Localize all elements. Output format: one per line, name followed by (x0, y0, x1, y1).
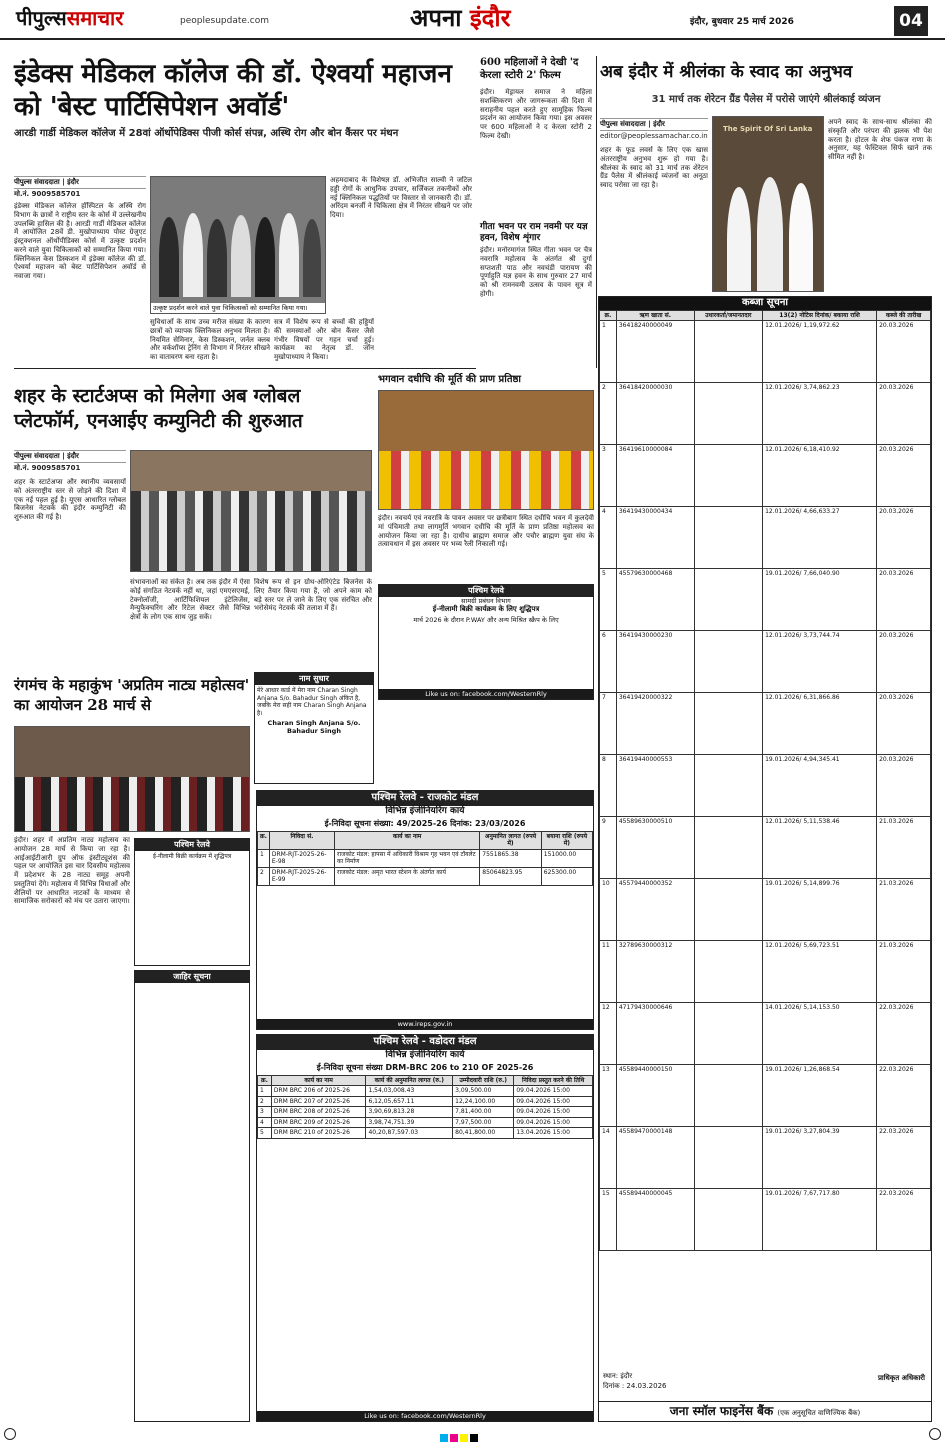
public-notice (134, 970, 250, 1422)
table-cell: 12.01.2026/ 3,74,862.23 (763, 383, 877, 445)
table-cell: 21.03.2026 (877, 941, 931, 1003)
table-cell: 22.03.2026 (877, 1127, 931, 1189)
table-row (258, 1117, 593, 1128)
western-railway-auction-notice (378, 584, 594, 700)
table-cell (694, 1189, 762, 1251)
vadodara-table (257, 1075, 593, 1139)
table-cell: 7551865.38 (480, 849, 542, 867)
table-cell (694, 1003, 762, 1065)
table-cell: 1 (258, 1086, 272, 1097)
table-cell: 1,54,03,008.43 (366, 1086, 453, 1097)
table-cell: 12.01.2026/ 1,19,972.62 (763, 321, 877, 383)
table-row (600, 569, 931, 631)
story6-body: इंदौर। शहर में अप्रतिम नाट्य महोत्सव का आयोजन 28 मार्च से किया जा रहा है। आईआईटीआरी ग्रुप ऑफ इंस्टीट्यूशंस की पहल पर आयोजित इस चार दिवसीय महोत्सव में प्रदेशभर के 28 नाट्य समूह अपनी प्रस्तुतियां देंगे। महोत्सव में विभिन्न विधाओं और शैलियों पर आधारित नाटकों के माध्यम से सामाजिक सरोकारों को मंच पर उतारा जाएगा। (14, 836, 130, 906)
website-url[interactable]: peoplesupdate.com (180, 16, 269, 26)
story4-body-1: शहर के स्टार्टअप्स और स्थानीय व्यवसायों को अंतरराष्ट्रीय स्तर से जोड़ने की दिशा में एक नई पहल हुई है। यूएस आधारित ग्लोबल बिजनेस नेटवर्क की इंदौर कम्युनिटी की शुरुआत की गई है। (14, 478, 126, 521)
story3-body-2: अपने स्वाद के साथ-साथ श्रीलंका की संस्कृति और परंपरा की झलक भी पेश करता है। होटल के शेफ पंकज राणा के अनुसार, यह फेस्टिवल सिर्फ खाने तक सीमित नहीं है। (828, 118, 932, 161)
table-cell: 2 (258, 867, 270, 885)
table-cell: 20.03.2026 (877, 631, 931, 693)
table-cell (694, 1127, 762, 1189)
table-row (600, 445, 931, 507)
rajkot-col: अनुमानित लागत (रुपये में) (480, 831, 542, 849)
table-cell: 09.04.2026 15:00 (514, 1117, 593, 1128)
table-cell: 5 (258, 1128, 272, 1139)
story4-body-2: संभावनाओं का संकेत है। अब तक इंदौर में ऐसा कोई संगठित नेटवर्क नहीं था, जहां एमएसएमई, टेक्नोलॉजी, आर्टिफिशियल इंटेलिजेंस, मैन्युफैक्चरिंग और रिटेल सेक्टर जैसे विभिन्न क्षेत्रों के लोग एक साथ जुड़ सकें। (130, 578, 250, 621)
table-cell: राजकोट मंडल: अमृत भारत स्टेशन के अंतर्गत कार्य (335, 867, 480, 885)
table-cell (694, 1065, 762, 1127)
notice-sub: सामग्री प्रबंधन विभाग (461, 597, 511, 605)
possession-col: उधारकर्ता/जमानतदार (694, 310, 762, 321)
story1-subhead: आरडी गार्डी मेडिकल कॉलेज में 28वां ऑर्थोपेडिक्स पीजी कोर्स संपन्न, अस्थि रोग और बोन कैंसर पर मंथन (14, 128, 399, 139)
possession-table (599, 310, 931, 1252)
vadodara-tender-notice (256, 1034, 594, 1422)
story1-photo-caption: उत्कृष्ट प्रदर्शन करने वाले युवा चिकित्सकों को सम्मानित किया गया। (151, 303, 325, 313)
authorized-officer: प्राधिकृत अधिकारी (877, 1374, 925, 1383)
story5-headline: भगवान दधीचि की मूर्ति की प्राण प्रतिष्ठा (378, 374, 522, 385)
table-row (258, 867, 593, 885)
vadodara-col: कार्य का नाम (271, 1075, 366, 1086)
table-cell: DRM BRC 208 of 2025-26 (271, 1107, 366, 1118)
table-cell: 21.03.2026 (877, 879, 931, 941)
table-cell: 09.04.2026 15:00 (514, 1096, 593, 1107)
table-cell (694, 569, 762, 631)
table-cell: 6 (600, 631, 617, 693)
table-cell (694, 817, 762, 879)
story4-byline: पीपुल्स संवाददाता | इंदौर (14, 450, 126, 463)
story1-headline: इंडेक्स मेडिकल कॉलेज की डॉ. ऐश्वर्या महाजन को 'बेस्ट पार्टिसिपेशन अवॉर्ड' (14, 59, 452, 122)
table-cell: 12.01.2026/ 5,11,538.46 (763, 817, 877, 879)
table-cell: 32789630000312 (616, 941, 694, 1003)
bank-name: जना स्मॉल फाइनेंस बैंक (एक अनुसूचित वाणिज्यिक बैंक) (599, 1401, 931, 1421)
name-correction-notice (254, 672, 374, 784)
table-row (600, 631, 931, 693)
story2-body: इंदौर। मेड्रायल समाज ने महिला सशक्तिकरण और जागरूकता की दिशा में सराहनीय पहल करते हुए सामूहिक फिल्म प्रदर्शन का आयोजन किया गया। इस अवसर पर 600 महिलाओं ने द केरला स्टोरी 2 फिल्म देखी। (480, 88, 592, 140)
table-cell: 36419430000434 (616, 507, 694, 569)
table-cell: 3,90,69,813.28 (366, 1107, 453, 1118)
table-row (600, 1189, 931, 1251)
rajkot-col: क्र. (258, 831, 270, 849)
rajkot-col: निविदा सं. (269, 831, 334, 849)
possession-notice-title: कब्जा सूचना (599, 297, 931, 310)
table-cell (694, 445, 762, 507)
possession-col: कब्जे की तारीख (877, 310, 931, 321)
table-cell: DRM BRC 209 of 2025-26 (271, 1117, 366, 1128)
table-cell: 12.01.2026/ 4,66,633.27 (763, 507, 877, 569)
table-cell: 45589440000045 (616, 1189, 694, 1251)
vadodara-col: कार्य की अनुमानित लागत (रु.) (366, 1075, 453, 1086)
rajkot-col: कार्य का नाम (335, 831, 480, 849)
table-cell: 5 (600, 569, 617, 631)
story4-headline: शहर के स्टार्टअप्स को मिलेगा अब ग्लोबल प्लेटफॉर्म, एनआईए कम्युनिटी की शुरुआत (14, 385, 303, 432)
newspaper-logo: पीपुल्ससमाचार (16, 6, 124, 30)
rajkot-website[interactable]: www.ireps.gov.in (257, 1019, 593, 1029)
table-cell: 19.01.2026/ 3,27,804.39 (763, 1127, 877, 1189)
table-row (258, 1086, 593, 1097)
registration-mark (929, 1428, 941, 1440)
table-cell: 14.01.2026/ 5,14,153.50 (763, 1003, 877, 1065)
table-cell (694, 879, 762, 941)
notice-head: पश्चिम रेलवे (379, 585, 593, 597)
table-row (600, 1003, 931, 1065)
table-cell: राजकोट मंडल: हापसा में अधिकारी विश्राम गृह भवन एवं टॉयलेट का निर्माण (335, 849, 480, 867)
rajkot-tender-notice (256, 790, 594, 1030)
table-cell: 36418240000049 (616, 321, 694, 383)
table-cell: 14 (600, 1127, 617, 1189)
table-cell: DRM BRC 210 of 2025-26 (271, 1128, 366, 1139)
table-cell: 6,12,05,657.11 (366, 1096, 453, 1107)
possession-col: ऋण खाता सं. (616, 310, 694, 321)
award-group-photo (150, 176, 326, 314)
table-cell: 09.04.2026 15:00 (514, 1107, 593, 1118)
table-cell: 36419610000084 (616, 445, 694, 507)
story1-mobile: मो.नं. 9009585701 (14, 190, 81, 198)
table-row (600, 383, 931, 445)
notice-title: ई-नीलामी बिक्री कार्यक्रम के लिए शुद्धिपत्र (432, 605, 540, 614)
srilanka-chef-photo (712, 116, 824, 292)
table-row (258, 1128, 593, 1139)
table-cell: 15 (600, 1189, 617, 1251)
dateline: इंदौर, बुधवार 25 मार्च 2026 (690, 17, 794, 27)
table-cell: 22.03.2026 (877, 1065, 931, 1127)
story3-headline: अब इंदौर में श्रीलंका के स्वाद का अनुभव (600, 62, 853, 82)
table-cell: 12,24,100.00 (453, 1096, 514, 1107)
possession-col: 13(2) नोटिस दिनांक/ बकाया राशि (763, 310, 877, 321)
rajkot-head: पश्चिम रेलवे - राजकोट मंडल (257, 791, 593, 806)
table-cell: 40,20,87,597.03 (366, 1128, 453, 1139)
color-bar-yellow (460, 1434, 468, 1442)
table-cell: 2 (600, 383, 617, 445)
table-row (258, 1107, 593, 1118)
table-cell: 45579440000352 (616, 879, 694, 941)
table-cell: 19.01.2026/ 7,67,717.80 (763, 1189, 877, 1251)
table-row (600, 817, 931, 879)
table-cell: 45589470000148 (616, 1127, 694, 1189)
table-cell: 45589630000510 (616, 817, 694, 879)
possession-date: दिनांक : 24.03.2026 (603, 1382, 667, 1391)
table-row (600, 1065, 931, 1127)
table-cell: 20.03.2026 (877, 321, 931, 383)
table-cell (694, 693, 762, 755)
registration-mark (4, 1428, 16, 1440)
story4-body-3: विशेष रूप से इन ग्रोथ-ओरिएंटेड बिजनेस के लिए तैयार किया गया है, जो अपने काम को बड़े स्तर पर ले जाने के लिए एक संरचित और भरोसेमंद नेटवर्क की तलाश में हैं। (254, 578, 372, 613)
table-cell: 4 (600, 507, 617, 569)
table-cell (694, 755, 762, 817)
srilanka-banner: The Spirit Of Sri Lanka (723, 125, 813, 133)
table-cell: 7,97,500.00 (453, 1117, 514, 1128)
vadodara-head: पश्चिम रेलवे - वडोदरा मंडल (257, 1035, 593, 1050)
color-bar-cyan (440, 1434, 448, 1442)
table-cell: 20.03.2026 (877, 693, 931, 755)
table-cell: 22.03.2026 (877, 1189, 931, 1251)
table-row (258, 1096, 593, 1107)
name-correction-person: Charan Singh Anjana S/o. Bahadur Singh (267, 719, 361, 736)
table-cell: 12.01.2026/ 5,69,723.51 (763, 941, 877, 1003)
startup-group-photo (130, 450, 372, 572)
story5-body: इंदौर। नवचर्य एवं नवरात्रि के पावन अवसर पर छत्रीबाग स्थित दधीचि भवन में कुलदेवी मां पंचिमाती तथा लागमुर्ति भगवान दधीचि की मूर्ति के प्राण प्रतिष्ठा महोत्सव का आयोजन किया जा रहा है। दाधीच ब्राह्मण समाज और पचौर ब्राह्मण युवा संघ के तत्वावधान में इस अवसर पर भव्य रैली निकाली गई। (378, 514, 594, 549)
table-cell: 80,41,800.00 (453, 1128, 514, 1139)
table-cell: 10 (600, 879, 617, 941)
table-cell: 36418420000030 (616, 383, 694, 445)
table-cell: 13 (600, 1065, 617, 1127)
table-cell: 19.01.2026/ 4,94,345.41 (763, 755, 877, 817)
table-cell (694, 631, 762, 693)
public-notice-head: जाहिर सूचना (135, 971, 249, 983)
table-cell: 8 (600, 755, 617, 817)
story1-body-2: सुविधाओं के साथ उच्च मरीज संख्या के कारण छात्रों को व्यापक क्लिनिकल अनुभव मिलता है। नियमित सेमिनार, केस डिस्कशन, जर्नल क्लब और वर्कशॉप्स ट्रेनिंग से विभाग में निरंतर सीखने का वातावरण बना रहता है। (150, 318, 270, 361)
vadodara-sub: विभिन्न इंजीनियरिंग कार्य (385, 1049, 465, 1060)
table-cell: 3 (258, 1107, 272, 1118)
table-cell: 47179430000646 (616, 1003, 694, 1065)
table-cell: 12.01.2026/ 6,18,410.92 (763, 445, 877, 507)
table-cell: 3,09,500.00 (453, 1086, 514, 1097)
story3-body-1: शहर के फूड लवर्स के लिए एक खास अंतरराष्ट्रीय अनुभव शुरू हो गया है। श्रीलंका के स्वाद को 31 मार्च तक शेरेटन ग्रैंड पैलेस में श्रीलंकाई व्यंजनों का अनूठा स्वाद परोसा जा रहा है। (600, 146, 708, 189)
table-cell: 19.01.2026/ 1,26,868.54 (763, 1065, 877, 1127)
story3-email[interactable]: editor@peoplessamachar.co.in (600, 132, 708, 140)
table-cell: 7 (600, 693, 617, 755)
table-cell: 85064823.95 (480, 867, 542, 885)
table-cell: 1 (600, 321, 617, 383)
corrigendum-head: पश्चिम रेलवे (135, 839, 249, 851)
table-cell: 45589440000150 (616, 1065, 694, 1127)
section-title: अपना इंदौर (410, 3, 511, 32)
rajkot-sub: विभिन्न इंजीनियरिंग कार्य (385, 805, 465, 816)
story1-byline: पीपुल्स संवाददाता | इंदौर (14, 176, 146, 189)
story3-subhead: 31 मार्च तक शेरेटन ग्रैंड पैलेस में परोसे जाएंगे श्रीलंकाई व्यंजन (651, 94, 881, 105)
table-cell: 11 (600, 941, 617, 1003)
notice-text: मार्च 2026 के दौरान P.WAY और अन्य मिश्रित स्क्रैप के लिए (413, 615, 559, 624)
vadodara-notice-no: ई-निविदा सूचना संख्या DRM-BRC 206 to 210 OF 2025-26 (316, 1062, 534, 1072)
table-cell: 20.03.2026 (877, 383, 931, 445)
table-cell: 7,81,400.00 (453, 1107, 514, 1118)
table-cell: 12.01.2026/ 3,73,744.74 (763, 631, 877, 693)
story1-body-1: इंडेक्स मेडिकल कॉलेज हॉस्पिटल के अस्थि रोग विभाग के छात्रों ने राष्ट्रीय स्तर के कोर्स में उल्लेखनीय उपलब्धि हासिल की है। आरडी गार्डी मेडिकल कॉलेज में आयोजित 28वें डी. मुखोपाध्याय पोस्ट ग्रेजुएट इंस्ट्रक्शनल ऑर्थोपीडिक्स कोर्स में उत्कृष्ट प्रदर्शन करने वाले युवा चिकित्सकों को सम्मानित किया गया। क्लिनिकल केस डिस्कशन में इंडेक्स कॉलेज की डॉ. ऐश्वर्या महाजन को बेस्ट पार्टिसिपेशन अवॉर्ड से नवाजा गया। (14, 202, 146, 280)
table-cell: DRM BRC 207 of 2025-26 (271, 1096, 366, 1107)
table-cell: 9 (600, 817, 617, 879)
vadodara-col: निविदा प्रस्तुत करने की तिथि (514, 1075, 593, 1086)
table-row (600, 879, 931, 941)
table-row (600, 507, 931, 569)
vadodara-col: क्र. (258, 1075, 272, 1086)
story3-byline: पीपुल्स संवाददाता | इंदौर (600, 118, 708, 131)
table-cell: 20.03.2026 (877, 445, 931, 507)
table-cell: 45579630000468 (616, 569, 694, 631)
table-cell: 12.01.2026/ 6,31,866.86 (763, 693, 877, 755)
corrigendum-sub: ई-नीलामी बिक्री कार्यक्रम में शुद्धिपत्र (152, 853, 232, 860)
table-cell: 21.03.2026 (877, 817, 931, 879)
table-row (600, 941, 931, 1003)
possession-col: क्र. (600, 310, 617, 321)
table-cell: 625300.00 (541, 867, 592, 885)
table-cell: 1 (258, 849, 270, 867)
story4-mobile: मो.नं. 9009585701 (14, 464, 81, 472)
story1-body-3: सत्र में विशेष रूप से बच्चों की हड्डियों की समस्याओं और बोन कैंसर जैसे गंभीर विषयों पर गहन चर्चा हुई। कार्यक्रम का नेतृत्व डॉ. जॉन मुखोपाध्याय ने किया। (274, 318, 374, 361)
table-row (258, 849, 593, 867)
table-cell: DRM-RJT-2025-26-E-98 (269, 849, 334, 867)
possession-notice (598, 296, 932, 1422)
rajkot-notice-no: ई-निविदा सूचना संख्या: 49/2025-26 दिनांक: 23/03/2026 (324, 818, 526, 828)
table-cell: DRM-RJT-2025-26-E-99 (269, 867, 334, 885)
vadodara-footer[interactable]: Like us on: facebook.com/WesternRly (257, 1411, 593, 1421)
dadhichi-ceremony-photo (378, 390, 594, 510)
masthead (0, 0, 945, 40)
table-cell: 19.01.2026/ 7,66,040.90 (763, 569, 877, 631)
story2-headline: 600 महिलाओं ने देखी 'द केरला स्टोरी 2' फिल्म (480, 57, 579, 81)
table-cell (694, 941, 762, 1003)
table-cell: 20.03.2026 (877, 569, 931, 631)
name-correction-head: नाम सुधार (255, 673, 373, 685)
table-cell: 2 (258, 1096, 272, 1107)
notice-footer[interactable]: Like us on: facebook.com/WesternRly (379, 689, 593, 699)
name-correction-text: मेरे आधार कार्ड में मेरा नाम Charan Singh Anjana S/o. Bahadur Singh अंकित है, जबकि मेरा सही नाम Charan Singh Anjana है। (257, 687, 367, 717)
table-cell: 3 (600, 445, 617, 507)
page-number: 04 (894, 6, 928, 36)
western-railway-corrigendum (134, 838, 250, 966)
table-row (600, 693, 931, 755)
color-bar-black (470, 1434, 478, 1442)
rajkot-table (257, 831, 593, 886)
table-row (600, 755, 931, 817)
color-bar-magenta (450, 1434, 458, 1442)
vadodara-col: उम्मीदवारी राशि (रु.) (453, 1075, 514, 1086)
table-row (600, 1127, 931, 1189)
table-cell: 20.03.2026 (877, 507, 931, 569)
story2-body-2: इंदौर। मनोरमागंज स्थित गीता भवन पर चैत्र नवरात्रि महोत्सव के अंतर्गत श्री दुर्गा सप्तशती पाठ और नवचंडी पारायण की पूर्णाहुति यज्ञ हवन के साथ गुरुवार 27 मार्च को श्री रामनवमी उत्सव के पावन सूत्र में होगी। (480, 246, 592, 298)
table-cell (694, 507, 762, 569)
story1-body-4: अहमदाबाद के विशेषज्ञ डॉ. अभिजीत साल्वी ने जटिल हड्डी रोगों के आधुनिक उपचार, सर्जिकल तकनीकों और नई क्लिनिकल पद्धतियों पर विस्तार से जानकारी दी। डॉ. अरिंदम बनर्जी ने चिकित्सा क्षेत्र में निरंतर सीखने पर जोर दिया। (330, 176, 472, 219)
table-cell (694, 321, 762, 383)
table-cell (694, 383, 762, 445)
table-cell: 13.04.2026 15:00 (514, 1128, 593, 1139)
table-cell: 36419440000553 (616, 755, 694, 817)
table-cell: 36419430000230 (616, 631, 694, 693)
theatre-fest-photo (14, 726, 250, 832)
rajkot-col: बयाना राशि (रुपये में) (541, 831, 592, 849)
table-row (600, 321, 931, 383)
story6-headline: रंगमंच के महाकुंभ 'अप्रतिम नाट्य महोत्सव' का आयोजन 28 मार्च से (14, 676, 250, 714)
table-cell: 4 (258, 1117, 272, 1128)
table-cell: 20.03.2026 (877, 755, 931, 817)
table-cell: 09.04.2026 15:00 (514, 1086, 593, 1097)
table-cell: DRM BRC 206 of 2025-26 (271, 1086, 366, 1097)
table-cell: 36419420000322 (616, 693, 694, 755)
table-cell: 19.01.2026/ 5,14,899.76 (763, 879, 877, 941)
story2-subhead: गीता भवन पर राम नवमी पर यज्ञ हवन, विशेष शृंगार (480, 222, 588, 244)
possession-place: स्थान: इंदौर (603, 1372, 633, 1381)
table-cell: 12 (600, 1003, 617, 1065)
table-cell: 151000.00 (541, 849, 592, 867)
table-cell: 22.03.2026 (877, 1003, 931, 1065)
table-cell: 3,98,74,751.39 (366, 1117, 453, 1128)
